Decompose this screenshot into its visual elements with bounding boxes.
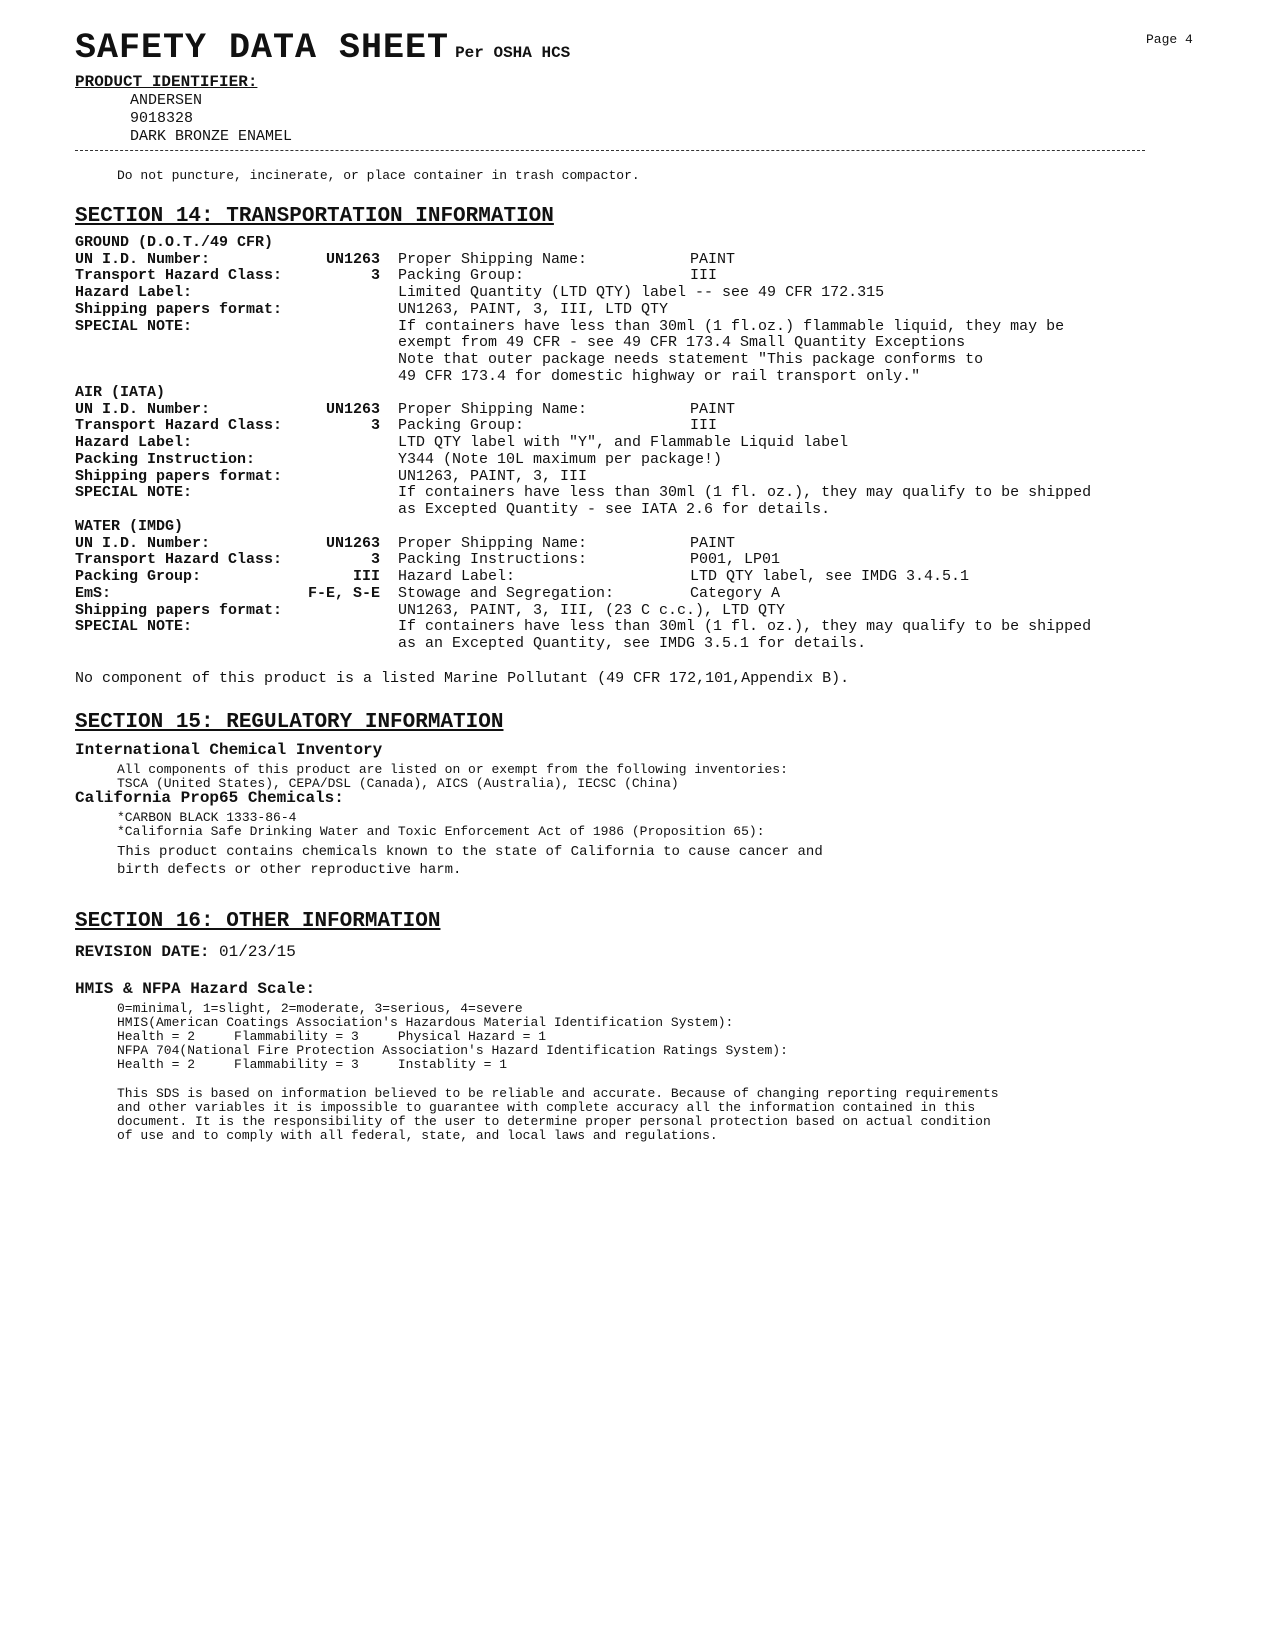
table-row bbox=[75, 268, 1064, 285]
row-label: SPECIAL NOTE: bbox=[75, 484, 193, 502]
table-row bbox=[75, 402, 1091, 419]
row-text: as Excepted Quantity - see IATA 2.6 for details. bbox=[398, 500, 831, 518]
transport-water bbox=[75, 519, 1091, 653]
prop65-line: *California Safe Drinking Water and Toxic Enforcement Act of 1986 (Proposition 65): bbox=[117, 824, 765, 839]
document-title bbox=[75, 28, 570, 68]
section-15-title: SECTION 15: REGULATORY INFORMATION bbox=[75, 711, 504, 734]
disclaimer-line: This SDS is based on information believed to be reliable and accurate. Because of changing reporting requirements bbox=[117, 1086, 999, 1101]
table-row bbox=[75, 369, 1064, 386]
inventory-line: TSCA (United States), CEPA/DSL (Canada), AICS (Australia), IECSC (China) bbox=[117, 776, 679, 791]
row-value2: III bbox=[690, 417, 718, 435]
disposal-note: Do not puncture, incinerate, or place container in trash compactor. bbox=[117, 168, 640, 183]
page-number: Page 4 bbox=[1146, 32, 1193, 47]
prop65-warning: birth defects or other reproductive harm. bbox=[117, 862, 462, 878]
dashed-divider bbox=[75, 150, 1145, 151]
scale-line: NFPA 704(National Fire Protection Association's Hazard Identification Ratings System): bbox=[117, 1043, 788, 1058]
row-label: Transport Hazard Class: bbox=[75, 417, 283, 435]
row-text: LTD QTY label with "Y", and Flammable Liquid label bbox=[398, 434, 849, 452]
product-line: DARK BRONZE ENAMEL bbox=[130, 128, 293, 145]
table-row bbox=[75, 603, 1091, 620]
row-text: as an Excepted Quantity, see IMDG 3.5.1 for details. bbox=[398, 634, 867, 652]
row-label: Shipping papers format: bbox=[75, 601, 283, 619]
row-text: UN1263, PAINT, 3, III, (23 C c.c.), LTD QTY bbox=[398, 601, 786, 619]
row-value2: PAINT bbox=[690, 250, 736, 268]
row-label: UN I.D. Number: bbox=[75, 534, 211, 552]
table-row bbox=[75, 536, 1091, 553]
row-key2: Stowage and Segregation: bbox=[398, 584, 615, 602]
row-value2: PAINT bbox=[690, 400, 736, 418]
prop65-heading: California Prop65 Chemicals: bbox=[75, 789, 344, 807]
transport-ground bbox=[75, 235, 1064, 385]
table-row bbox=[75, 302, 1064, 319]
title-text: SAFETY DATA SHEET bbox=[75, 28, 450, 68]
revision-label: REVISION DATE: bbox=[75, 943, 210, 961]
table-row bbox=[75, 252, 1064, 269]
water-heading: WATER (IMDG) bbox=[75, 518, 184, 535]
title-subtitle: Per OSHA HCS bbox=[455, 44, 571, 62]
product-line: 9018328 bbox=[130, 110, 194, 127]
row-label: Packing Instruction: bbox=[75, 450, 256, 468]
row-key2: Packing Instructions: bbox=[398, 551, 588, 569]
ground-heading: GROUND (D.O.T./49 CFR) bbox=[75, 234, 274, 251]
table-row bbox=[75, 502, 1091, 519]
table-row bbox=[75, 335, 1064, 352]
row-label: UN I.D. Number: bbox=[75, 400, 211, 418]
row-key2: Hazard Label: bbox=[398, 568, 516, 586]
disclaimer-line: document. It is the responsibility of the user to determine proper personal protection based on actual condition bbox=[117, 1114, 991, 1129]
table-row bbox=[75, 469, 1091, 486]
table-row bbox=[75, 452, 1091, 469]
row-text: If containers have less than 30ml (1 fl. oz.), they may qualify to be shipped bbox=[398, 618, 1092, 636]
table-row bbox=[75, 569, 1091, 586]
row-text: If containers have less than 30ml (1 fl.oz.) flammable liquid, they may be bbox=[398, 317, 1065, 335]
row-key2: Proper Shipping Name: bbox=[398, 534, 588, 552]
row-label: Transport Hazard Class: bbox=[75, 267, 283, 285]
row-text: exempt from 49 CFR - see 49 CFR 173.4 Small Quantity Exceptions bbox=[398, 334, 966, 352]
inventory-heading: International Chemical Inventory bbox=[75, 741, 383, 759]
table-row bbox=[75, 418, 1091, 435]
table-row bbox=[75, 636, 1091, 653]
row-label: SPECIAL NOTE: bbox=[75, 317, 193, 335]
row-value: 3 bbox=[370, 267, 380, 285]
row-value: 3 bbox=[370, 551, 380, 569]
row-value: F-E, S-E bbox=[307, 584, 380, 602]
table-row bbox=[75, 352, 1064, 369]
scale-line: HMIS(American Coatings Association's Hazardous Material Identification System): bbox=[117, 1015, 734, 1030]
row-text: Note that outer package needs statement "This package conforms to bbox=[398, 350, 984, 368]
scale-line: Health = 2 Flammability = 3 Instablity = 1 bbox=[117, 1057, 508, 1072]
row-label: Shipping papers format: bbox=[75, 300, 283, 318]
row-label: EmS: bbox=[75, 584, 112, 602]
row-value2: Category A bbox=[690, 584, 781, 602]
row-label: SPECIAL NOTE: bbox=[75, 618, 193, 636]
prop65-warning: This product contains chemicals known to the state of California to cause cancer and bbox=[117, 844, 823, 860]
row-value: 3 bbox=[370, 417, 380, 435]
revision-date-row bbox=[75, 943, 296, 961]
row-text: 49 CFR 173.4 for domestic highway or rail transport only." bbox=[398, 367, 921, 385]
section-16-title: SECTION 16: OTHER INFORMATION bbox=[75, 910, 441, 933]
row-key2: Proper Shipping Name: bbox=[398, 250, 588, 268]
table-row bbox=[75, 485, 1091, 502]
marine-pollutant-note: No component of this product is a listed Marine Pollutant (49 CFR 172,101,Appendix B). bbox=[75, 670, 850, 687]
row-label: Transport Hazard Class: bbox=[75, 551, 283, 569]
row-value: UN1263 bbox=[325, 250, 380, 268]
row-key2: Packing Group: bbox=[398, 267, 525, 285]
prop65-line: *CARBON BLACK 1333-86-4 bbox=[117, 810, 297, 825]
row-value2: III bbox=[690, 267, 718, 285]
row-text: Y344 (Note 10L maximum per package!) bbox=[398, 450, 723, 468]
row-text: If containers have less than 30ml (1 fl. oz.), they may qualify to be shipped bbox=[398, 484, 1092, 502]
section-14-title: SECTION 14: TRANSPORTATION INFORMATION bbox=[75, 205, 554, 228]
row-value2: P001, LP01 bbox=[690, 551, 781, 569]
table-row bbox=[75, 435, 1091, 452]
row-value2: LTD QTY label, see IMDG 3.4.5.1 bbox=[690, 568, 970, 586]
table-row bbox=[75, 319, 1064, 336]
row-text: UN1263, PAINT, 3, III bbox=[398, 467, 588, 485]
row-key2: Packing Group: bbox=[398, 417, 525, 435]
disclaimer-line: and other variables it is impossible to guarantee with complete accuracy all the information contained in this bbox=[117, 1100, 976, 1115]
table-row bbox=[75, 552, 1091, 569]
row-key2: Proper Shipping Name: bbox=[398, 400, 588, 418]
row-value: UN1263 bbox=[325, 400, 380, 418]
table-row bbox=[75, 619, 1091, 636]
row-value: III bbox=[352, 568, 380, 586]
row-value: UN1263 bbox=[325, 534, 380, 552]
product-line: ANDERSEN bbox=[130, 92, 203, 109]
scale-line: 0=minimal, 1=slight, 2=moderate, 3=serious, 4=severe bbox=[117, 1001, 523, 1016]
table-row bbox=[75, 285, 1064, 302]
table-row bbox=[75, 586, 1091, 603]
row-label: Shipping papers format: bbox=[75, 467, 283, 485]
disclaimer-line: of use and to comply with all federal, state, and local laws and regulations. bbox=[117, 1128, 718, 1143]
row-label: Hazard Label: bbox=[75, 434, 193, 452]
air-heading: AIR (IATA) bbox=[75, 384, 166, 401]
scale-line: Health = 2 Flammability = 3 Physical Hazard = 1 bbox=[117, 1029, 547, 1044]
product-identifier-label: PRODUCT IDENTIFIER: bbox=[75, 73, 258, 91]
inventory-line: All components of this product are listed on or exempt from the following inventories: bbox=[117, 762, 788, 777]
row-value2: PAINT bbox=[690, 534, 736, 552]
hazard-scale-heading: HMIS & NFPA Hazard Scale: bbox=[75, 980, 316, 998]
row-label: UN I.D. Number: bbox=[75, 250, 211, 268]
row-text: Limited Quantity (LTD QTY) label -- see 49 CFR 172.315 bbox=[398, 284, 885, 302]
row-label: Packing Group: bbox=[75, 568, 202, 586]
revision-date: 01/23/15 bbox=[219, 943, 296, 961]
row-text: UN1263, PAINT, 3, III, LTD QTY bbox=[398, 300, 669, 318]
transport-air bbox=[75, 385, 1091, 519]
row-label: Hazard Label: bbox=[75, 284, 193, 302]
